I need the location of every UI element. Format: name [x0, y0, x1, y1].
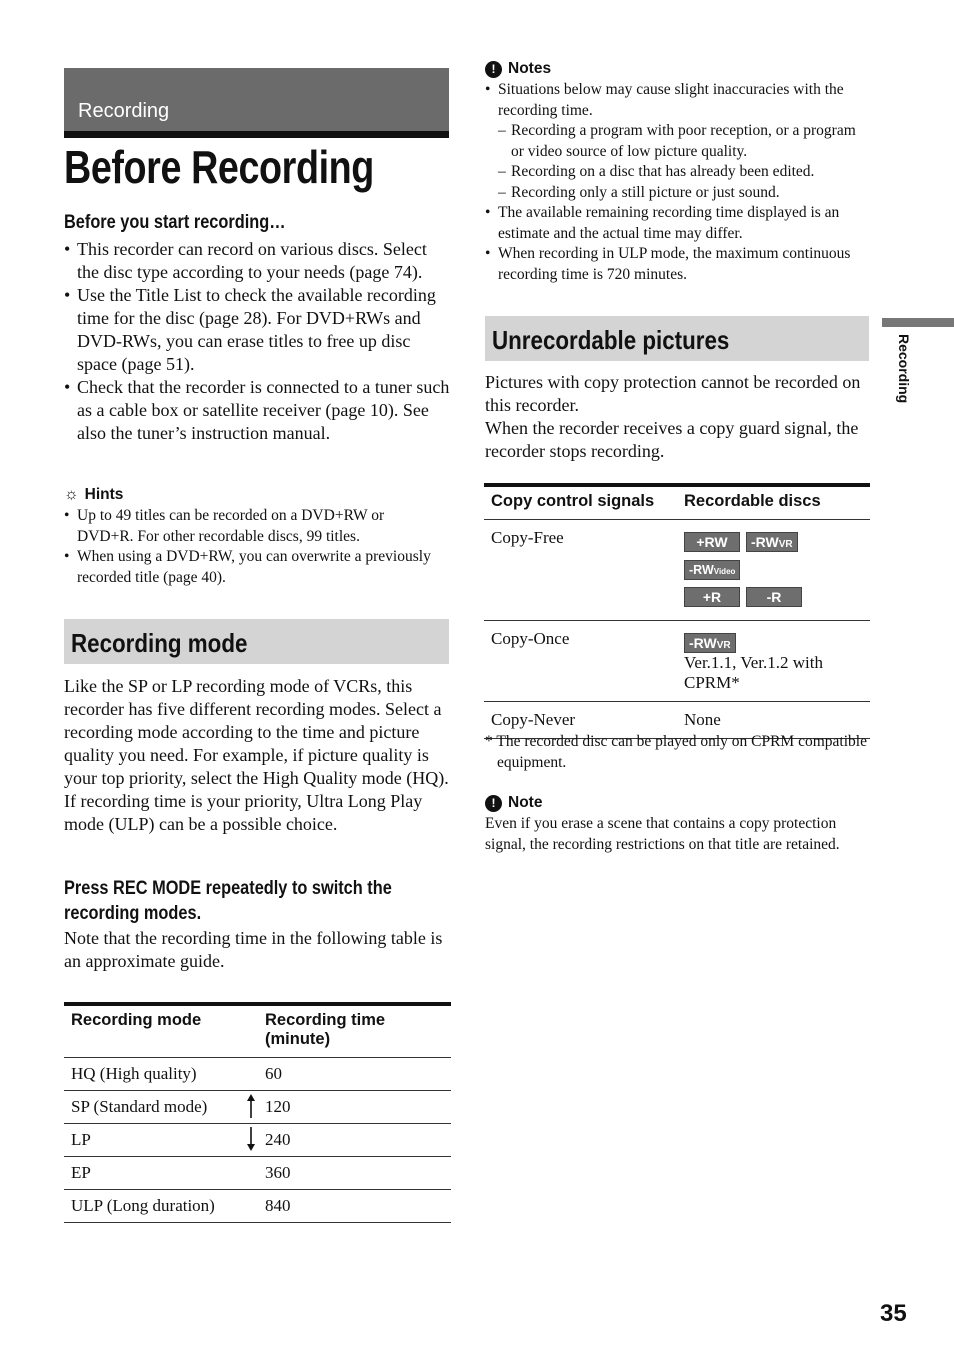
list-item: • Use the Title List to check the available recording time for the disc (page 28). For DVD+RWs and DVD-RWs, you can erase titles to free up disc space (page 51). — [64, 284, 450, 376]
signal-cell: Copy-Once — [484, 621, 677, 702]
before-start-list — [64, 238, 450, 445]
cprm-text: Ver.1.1, Ver.1.2 with CPRM* — [684, 653, 823, 692]
note-heading: Note — [508, 794, 543, 811]
recording-time-table — [64, 1002, 451, 1223]
note-warning-icon: ! — [485, 795, 502, 812]
notes-block — [485, 80, 870, 285]
list-item: • The available remaining recording time displayed is an estimate and the actual time may differ. — [485, 203, 870, 244]
column-header: Recording time (minute) — [265, 1011, 386, 1048]
table-row — [484, 621, 870, 702]
unrecordable-para2: When the recorder receives a copy guard signal, the recorder stops recording. — [485, 418, 859, 461]
notes-heading-row — [485, 60, 551, 78]
column-header: Recording mode — [71, 1011, 202, 1029]
lightbulb-icon: ☼ — [64, 486, 79, 503]
list-item: • Up to 49 titles can be recorded on a DVD+RW or DVD+R. For other recordable discs, 99 titles. — [64, 506, 434, 547]
disc-badge-minus-rw-video: -RWVideo — [684, 560, 740, 580]
note-text: Situations below may cause slight inaccuracies with the recording time. — [498, 81, 844, 119]
disc-badge-minus-r: -R — [746, 587, 802, 607]
mode-cell: EP — [64, 1157, 258, 1190]
mode-cell-wrap — [64, 1124, 258, 1157]
table-row — [64, 1190, 451, 1223]
mode-cell: ULP (Long duration) — [64, 1190, 258, 1223]
table-header-row — [484, 485, 870, 520]
instruction-heading-wrap — [64, 876, 464, 926]
unrecordable-heading-band — [485, 316, 869, 361]
table-header-row — [64, 1004, 451, 1058]
column-header: Recordable discs — [684, 492, 821, 510]
sub-list-item: – Recording only a still picture or just sound. — [498, 183, 870, 204]
time-cell: 360 — [258, 1157, 451, 1190]
page-number: 35 — [880, 1300, 907, 1327]
signal-cell: Copy-Never — [484, 702, 677, 739]
page-title: Before Recording — [64, 141, 374, 193]
arrow-down-icon — [246, 1126, 256, 1152]
table-row — [484, 520, 870, 621]
hints-list — [64, 506, 434, 588]
recording-mode-heading-band — [64, 619, 449, 664]
hints-heading-row — [64, 486, 123, 504]
recording-mode-heading: Recording mode — [71, 628, 248, 658]
disc-badge-plus-r: +R — [684, 587, 740, 607]
list-item: • Check that the recorder is connected to a tuner such as a cable box or satellite receiver (page 10). See also the tuner’s instruction manual. — [64, 376, 450, 445]
disc-cell — [677, 621, 870, 702]
unrecordable-heading: Unrecordable pictures — [492, 325, 730, 355]
mode-cell: HQ (High quality) — [64, 1058, 258, 1091]
arrow-up-icon — [246, 1093, 256, 1119]
hints-heading: Hints — [84, 486, 124, 503]
section-header-rule — [64, 131, 449, 138]
column-header: Copy control signals — [491, 492, 655, 510]
before-start-heading: Before you start recording… — [64, 212, 286, 233]
copy-control-table — [484, 483, 870, 739]
mode-cell: LP — [71, 1130, 91, 1149]
disc-badge-plus-rw: +RW — [684, 532, 740, 552]
unrecordable-intro — [485, 371, 870, 463]
time-cell: 240 — [258, 1124, 451, 1157]
table-row — [64, 1124, 451, 1157]
table-row — [64, 1058, 451, 1091]
disc-badge-minus-rw-vr: -RWVR — [684, 633, 736, 653]
table-row — [64, 1157, 451, 1190]
side-tab-label: Recording — [896, 334, 912, 404]
side-tab-bar — [882, 318, 954, 327]
list-item: • When recording in ULP mode, the maximum continuous recording time is 720 minutes. — [485, 244, 870, 285]
disc-cell: None — [677, 702, 870, 739]
table-footnote: * The recorded disc can be played only on CPRM compatible equipment. — [485, 733, 867, 771]
notes-heading: Notes — [508, 60, 552, 77]
list-item: • This recorder can record on various discs. Select the disc type according to your needs (page 74). — [64, 238, 450, 284]
notes-list — [485, 80, 870, 285]
note-warning-icon: ! — [485, 61, 502, 78]
time-cell: 840 — [258, 1190, 451, 1223]
time-cell: 120 — [258, 1091, 451, 1124]
mode-cell-wrap — [64, 1091, 258, 1124]
list-item — [485, 80, 870, 203]
signal-cell: Copy-Free — [484, 520, 677, 621]
sub-list-item: – Recording a program with poor reception, or a program or video source of low picture quality. — [498, 121, 870, 162]
sub-list-item: – Recording on a disc that has already been edited. — [498, 162, 870, 183]
recording-mode-intro: Like the SP or LP recording mode of VCRs, this recorder has five different recording modes. Select a recording mode according to the time and picture quality you need. For example, if picture quality is your top priority, select the High Quality mode (HQ). If recording time is your priority, Ultra Long Play mode (ULP) can be a possible choice. — [64, 676, 449, 834]
mode-cell: SP (Standard mode) — [71, 1097, 208, 1116]
notes-sub-list — [498, 121, 870, 203]
instruction-text: Note that the recording time in the following table is an approximate guide. — [64, 928, 443, 971]
table-row — [64, 1091, 451, 1124]
instruction-heading: Press REC MODE repeatedly to switch the recording modes. — [64, 878, 392, 924]
disc-badge-minus-rw-vr: -RWVR — [746, 532, 798, 552]
note-heading-row — [485, 794, 542, 812]
list-item: • When using a DVD+RW, you can overwrite a previously recorded title (page 40). — [64, 547, 434, 588]
unrecordable-para1: Pictures with copy protection cannot be recorded on this recorder. — [485, 372, 861, 415]
disc-cell — [677, 520, 870, 621]
section-label: Recording — [78, 100, 170, 122]
time-cell: 60 — [258, 1058, 451, 1091]
note-text: Even if you erase a scene that contains a copy protection signal, the recording restrictions on that title are retained. — [485, 815, 840, 853]
